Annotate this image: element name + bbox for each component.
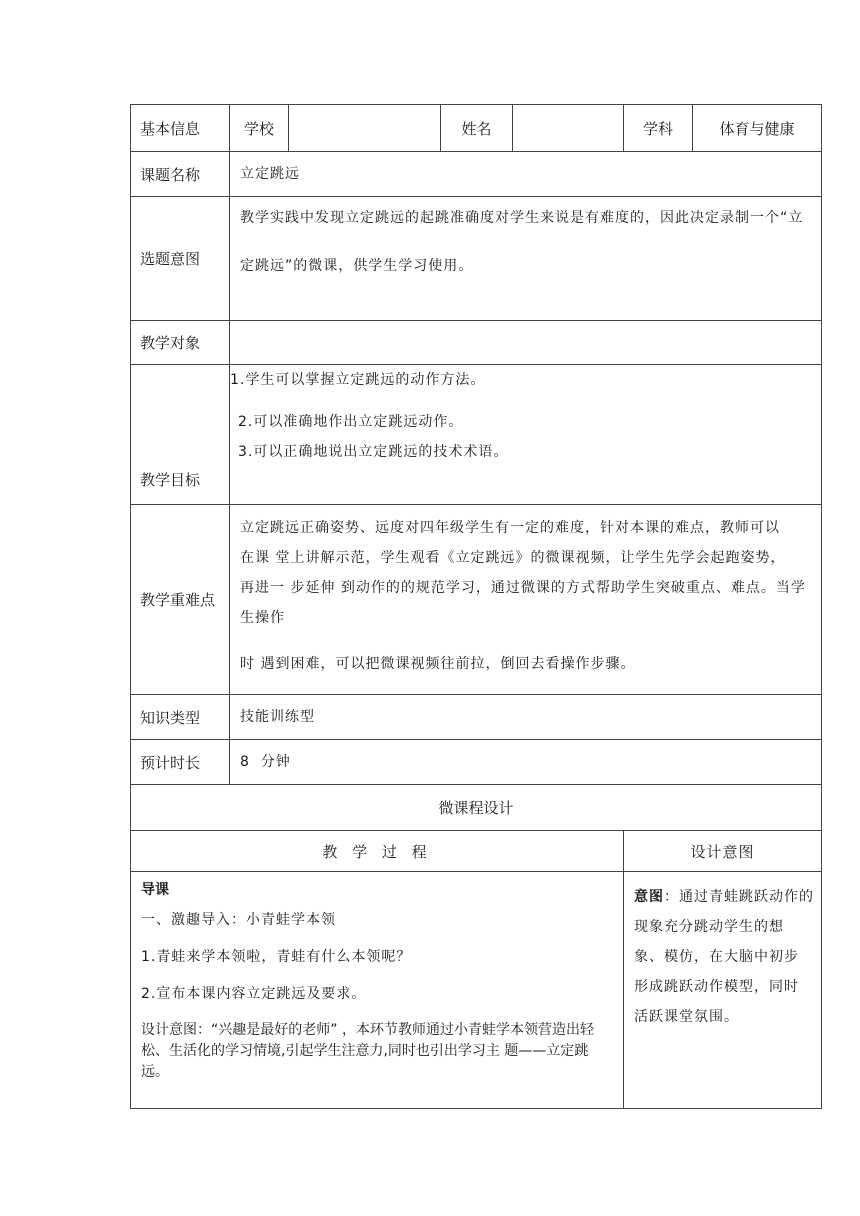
key-points-line-3: 再进一 步延伸 到动作的的规范学习，通过微课的方式帮助学生突破重点、难点。当学生操作 [240,580,806,626]
process-line-2: 1.青蛙来学本领啦，青蛙有什么本领呢？ [141,949,412,965]
rationale-row [131,197,822,321]
name-label: 姓名 [441,105,513,152]
process-column-header: 教 学 过 程 [131,831,624,872]
goals-list [230,365,822,505]
process-content [131,872,624,1109]
duration-row [131,740,822,785]
subject-value: 体育与健康 [693,105,822,152]
design-content-row [131,872,822,1109]
key-points-label: 教学重难点 [131,505,230,695]
process-line-3: 2.宣布本课内容立定跳远及要求。 [141,986,367,1002]
process-line-4: 设计意图：“兴趣是最好的老师” ，本环节教师通过小青蛙学本领营造出轻松、生活化的学习情境,引起学生注意力,同时也引出学习主 题——立定跳远。 [141,1022,594,1080]
knowledge-type-label: 知识类型 [131,695,230,740]
subject-label: 学科 [624,105,693,152]
design-title-row [131,785,822,831]
topic-label: 课题名称 [131,152,230,197]
process-line-1: 一、激趣导入：小青蛙学本领 [141,912,336,928]
school-value[interactable] [289,105,441,152]
intent-content [624,872,822,1109]
key-points-line-4: 时 遇到困难，可以把微课视频往前拉，倒回去看操作步骤。 [240,656,636,672]
goal-item-2: 2.可以准确地作出立定跳远动作。 [238,414,464,430]
key-points-line-1: 立定跳远正确姿势、远度对四年级学生有一定的难度，针对本课的难点，教师可以 [240,520,780,536]
key-points-text [230,505,822,695]
name-value[interactable] [513,105,624,152]
intent-column-header: 设计意图 [624,831,822,872]
audience-row [131,321,822,365]
basic-info-label: 基本信息 [131,105,230,152]
duration-label: 预计时长 [131,740,230,785]
knowledge-type-row [131,695,822,740]
key-points-row [131,505,822,695]
design-header-row [131,831,822,872]
knowledge-type-value: 技能训练型 [230,695,822,740]
goal-item-1: 1.学生可以掌握立定跳远的动作方法。 [230,372,486,388]
goal-item-3: 3.可以正确地说出立定跳远的技术术语。 [238,444,509,460]
intent-text: ：通过青蛙跳跃动作的现象充分跳动学生的想 象、模仿，在大脑中初步 形成跳跃动作模型，同时 活跃课堂氛围。 [634,889,814,1025]
school-label: 学校 [230,105,289,152]
audience-label: 教学对象 [131,321,230,365]
basic-info-row [131,105,822,152]
topic-value: 立定跳远 [230,152,822,197]
intent-prefix: 意图 [634,889,664,905]
goals-label: 教学目标 [131,365,230,505]
lesson-plan-table [130,104,822,1109]
rationale-line-1: 教学实践中发现立定跳远的起跳准确度对学生来说是有难度的，因此决定录制一个“立 [240,210,804,226]
duration-value: 8 分钟 [230,740,822,785]
rationale-label: 选题意图 [131,197,230,321]
audience-value[interactable] [230,321,822,365]
rationale-line-2: 定跳远”的微课，供学生学习使用。 [240,258,474,274]
design-title: 微课程设计 [131,785,822,831]
goals-row [131,365,822,505]
key-points-line-2: 在课 堂上讲解示范，学生观看《立定跳远》的微课视频，让学生先学会起跑姿势， [240,550,786,566]
rationale-text [230,197,822,321]
topic-row [131,152,822,197]
lesson-plan-document [130,104,821,1109]
process-heading: 导课 [141,882,169,898]
